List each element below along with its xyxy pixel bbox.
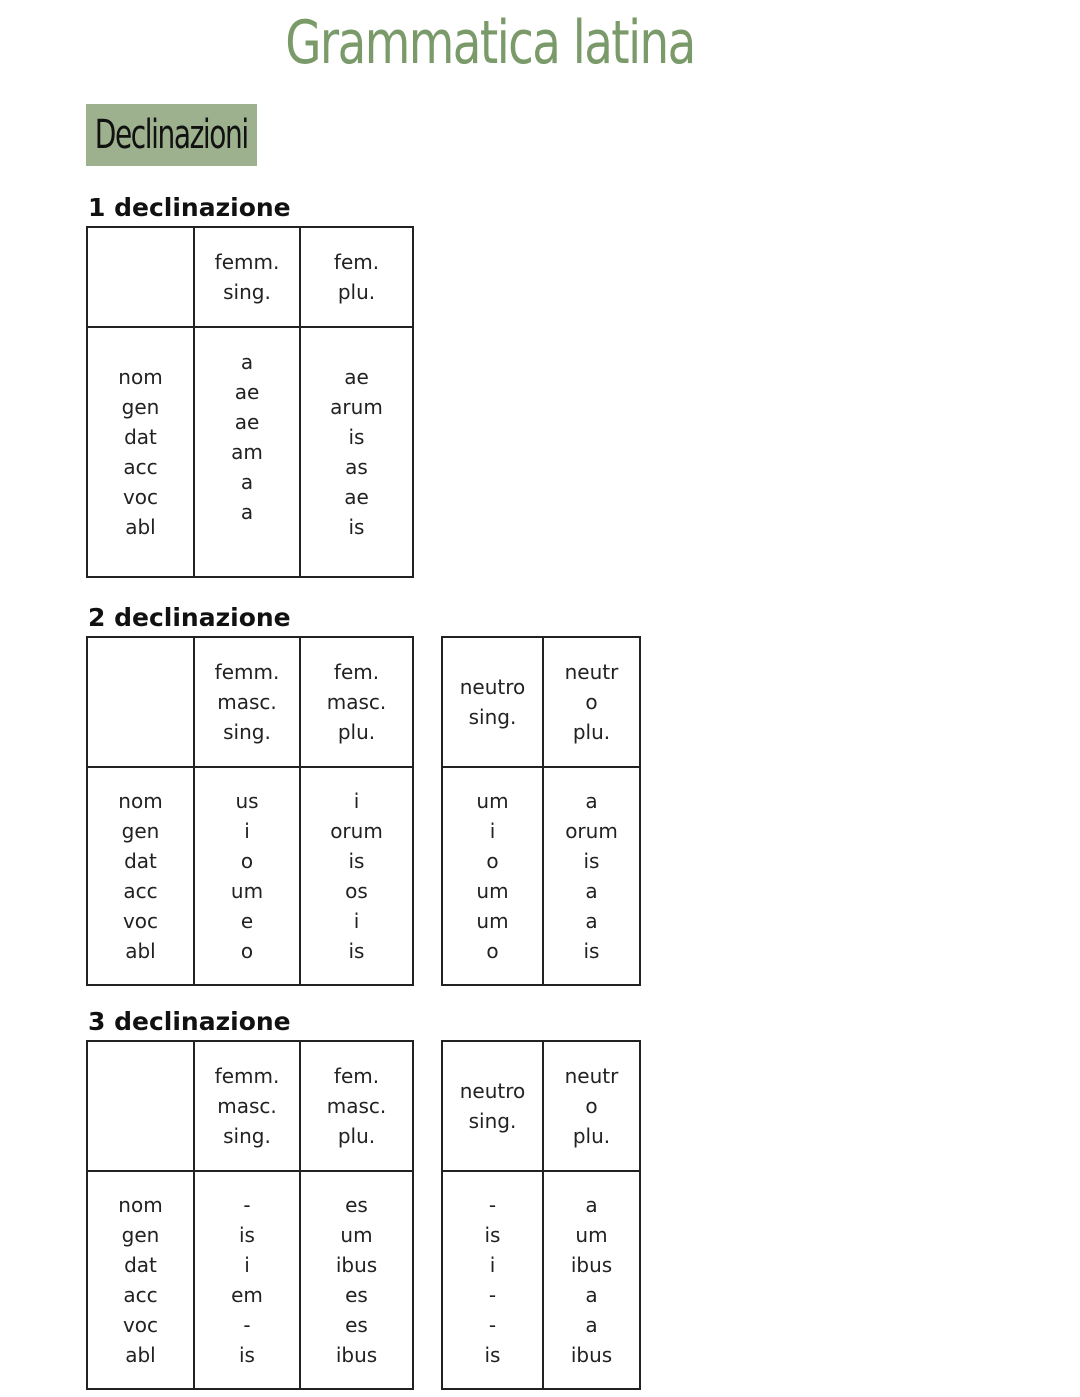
decl1-table	[86, 226, 414, 578]
decl3-neuter-table	[441, 1040, 641, 1390]
neuter-header-sing: neutro sing.	[442, 637, 543, 767]
neuter-endings-sing: - is i - - is	[442, 1171, 543, 1389]
endings-plu: ae arum is as ae is	[300, 327, 413, 577]
section-heading-text: Declinazioni	[95, 112, 248, 158]
header-plu: fem. masc. plu.	[300, 637, 413, 767]
case-names: nom gen dat acc voc abl	[87, 1171, 194, 1389]
neuter-header-sing: neutro sing.	[442, 1041, 543, 1171]
header-plu: fem. masc. plu.	[300, 1041, 413, 1171]
neuter-endings-plu: a orum is a a is	[543, 767, 640, 985]
decl2-heading: 2 declinazione	[88, 603, 291, 632]
header-plu: fem. plu.	[300, 227, 413, 327]
header-empty-cell	[87, 637, 194, 767]
neuter-endings-plu: a um ibus a a ibus	[543, 1171, 640, 1389]
endings-plu: es um ibus es es ibus	[300, 1171, 413, 1389]
endings-plu: i orum is os i is	[300, 767, 413, 985]
endings-sing: - is i em - is	[194, 1171, 300, 1389]
decl3-table	[86, 1040, 414, 1390]
header-sing: femm. masc. sing.	[194, 1041, 300, 1171]
section-heading	[86, 104, 257, 166]
endings-sing: us i o um e o	[194, 767, 300, 985]
neuter-endings-sing: um i o um um o	[442, 767, 543, 985]
endings-sing: a ae ae am a a	[194, 327, 300, 577]
neuter-header-plu: neutr o plu.	[543, 637, 640, 767]
header-sing: femm. masc. sing.	[194, 637, 300, 767]
header-empty-cell	[87, 1041, 194, 1171]
header-sing: femm. sing.	[194, 227, 300, 327]
case-names: nom gen dat acc voc abl	[87, 327, 194, 577]
decl1-heading: 1 declinazione	[88, 193, 291, 222]
decl2-neuter-table	[441, 636, 641, 986]
decl2-table	[86, 636, 414, 986]
header-empty-cell	[87, 227, 194, 327]
neuter-header-plu: neutr o plu.	[543, 1041, 640, 1171]
case-names: nom gen dat acc voc abl	[87, 767, 194, 985]
page-title: Grammatica latina	[285, 8, 695, 78]
decl3-heading: 3 declinazione	[88, 1007, 291, 1036]
